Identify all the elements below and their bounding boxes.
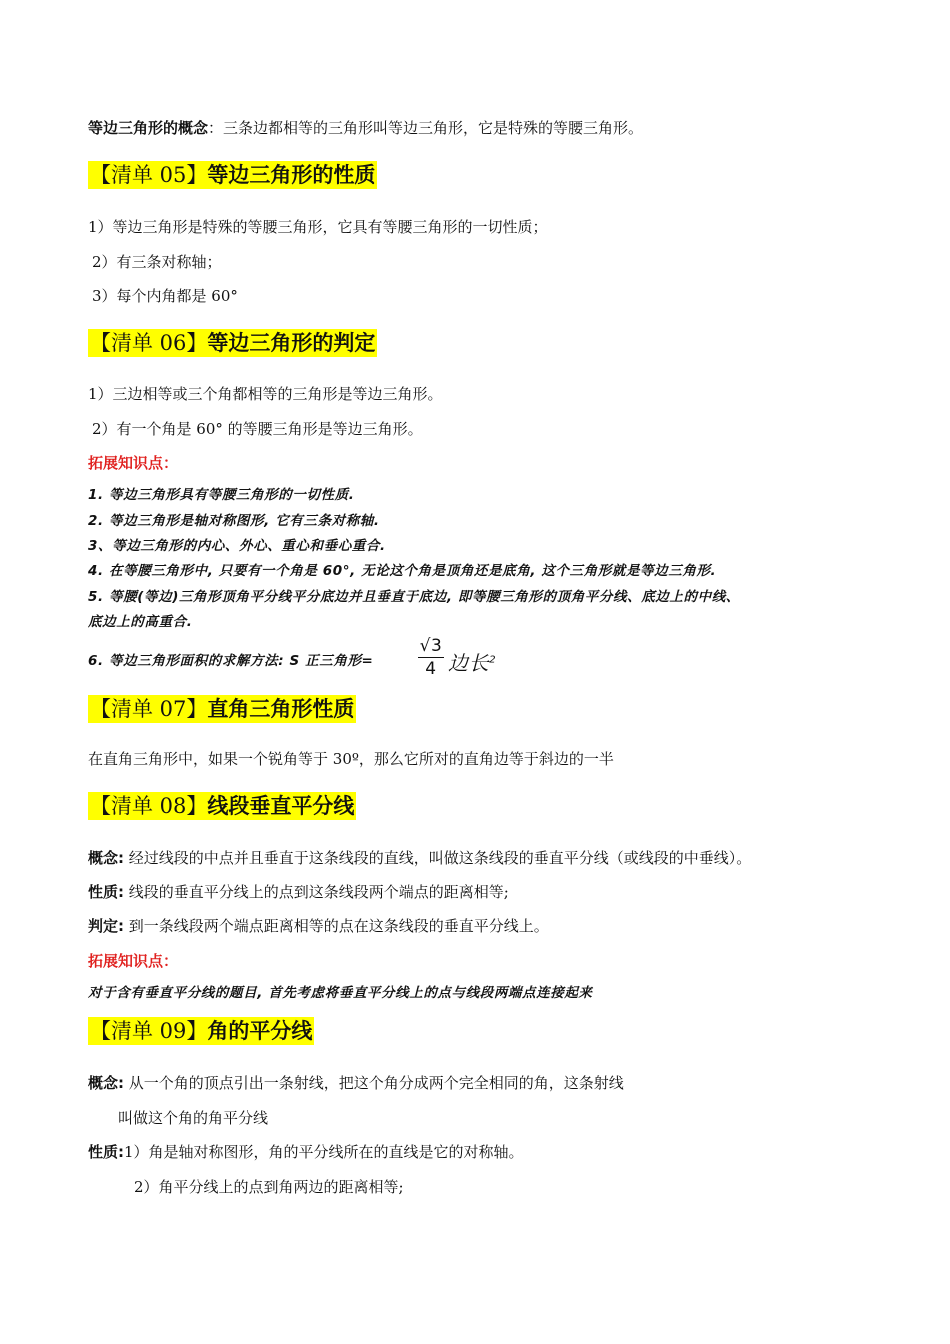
s09-text: 1）角是轴对称图形，角的平分线所在的直线是它的对称轴。 (124, 1143, 524, 1161)
formula-text: 6. 等边三角形面积的求解方法: S 正三角形= (88, 653, 374, 669)
extension-label: 拓展知识点： (88, 952, 179, 970)
intro-label: 等边三角形的概念 (88, 119, 209, 137)
s08-label: 判定: (88, 917, 124, 935)
section-heading-05 (88, 161, 377, 189)
ext06-item-4: 4. 在等腰三角形中, 只要有一个角是 60°, 无论这个角是顶角还是底角, 这个三角形就是等边三角形. (88, 563, 717, 579)
s09-concept-cont: 叫做这个角的角平分线 (118, 1109, 269, 1127)
s08-text: 到一条线段两个端点距离相等的点在这条线段的垂直平分线上。 (124, 917, 549, 935)
formula-tail (448, 647, 496, 676)
section-title: 等边三角形的性质 (207, 163, 376, 187)
s08-label: 性质: (88, 883, 124, 901)
ext06-item-6: 底边上的高重合. (88, 614, 193, 630)
s08-property (88, 882, 509, 902)
section-heading-09 (88, 1017, 314, 1045)
section-tag: 【清单 07】 (90, 697, 208, 721)
s06-item-2: 2）有一个角是 60° 的等腰三角形是等边三角形。 (92, 420, 423, 438)
s07-text: 在直角三角形中，如果一个锐角等于 30º，那么它所对的直角边等于斜边的一半 (88, 750, 614, 768)
s09-property (88, 1142, 524, 1162)
section-title: 等边三角形的判定 (207, 331, 376, 355)
s08-text: 经过线段的中点并且垂直于这条线段的直线，叫做这条线段的垂直平分线（或线段的中垂线）。 (124, 849, 752, 867)
s09-text: 从一个角的顶点引出一条射线，把这个角分成两个完全相同的角，这条射线 (124, 1074, 624, 1092)
s08-judgement (88, 916, 549, 936)
s08-label: 概念: (88, 849, 124, 867)
s08-text: 线段的垂直平分线上的点到这条线段两个端点的距离相等; (124, 883, 509, 901)
section-tag: 【清单 09】 (90, 1019, 208, 1043)
section-tag: 【清单 06】 (90, 331, 208, 355)
ext06-item-5: 5. 等腰(等边)三角形顶角平分线平分底边并且垂直于底边, 即等腰三角形的顶角平分线、底边上的中线、 (88, 589, 740, 605)
formula-numerator: √3 (419, 636, 443, 656)
ext06-item-1: 1. 等边三角形具有等腰三角形的一切性质. (88, 487, 355, 503)
ext06-item-3: 3、等边三角形的内心、外心、重心和垂心重合. (88, 538, 386, 554)
section-heading-07 (88, 695, 356, 723)
section-title: 直角三角形性质 (207, 697, 355, 721)
formula-exponent: 2 (489, 654, 497, 666)
formula-fraction (418, 636, 444, 679)
ext06-item-2: 2. 等边三角形是轴对称图形, 它有三条对称轴. (88, 513, 380, 529)
s08-concept (88, 848, 751, 868)
s05-item-1: 1）等边三角形是特殊的等腰三角形，它具有等腰三角形的一切性质； (88, 218, 548, 236)
formula-tail-text: 边长 (448, 651, 490, 675)
intro-paragraph (88, 118, 643, 138)
section-tag: 【清单 05】 (90, 163, 208, 187)
section-title: 角的平分线 (207, 1019, 313, 1043)
formula-denominator: 4 (425, 659, 437, 679)
s06-item-1: 1）三边相等或三个角都相等的三角形是等边三角形。 (88, 385, 443, 403)
section-heading-08 (88, 792, 356, 820)
ext08-text: 对于含有垂直平分线的题目, 首先考虑将垂直平分线上的点与线段两端点连接起来 (88, 985, 593, 1001)
fraction-bar (418, 657, 444, 658)
intro-text: ：三条边都相等的三角形叫等边三角形，它是特殊的等腰三角形。 (208, 119, 644, 137)
section-title: 线段垂直平分线 (207, 794, 355, 818)
s09-label: 性质: (88, 1143, 124, 1161)
s09-property-2: 2）角平分线上的点到角两边的距离相等; (134, 1178, 404, 1196)
s05-item-3: 3）每个内角都是 60° (92, 287, 238, 305)
section-heading-06 (88, 329, 377, 357)
s09-label: 概念: (88, 1074, 124, 1092)
extension-label: 拓展知识点： (88, 454, 179, 472)
section-tag: 【清单 08】 (90, 794, 208, 818)
s09-concept (88, 1073, 624, 1093)
s05-item-2: 2）有三条对称轴； (92, 253, 222, 271)
